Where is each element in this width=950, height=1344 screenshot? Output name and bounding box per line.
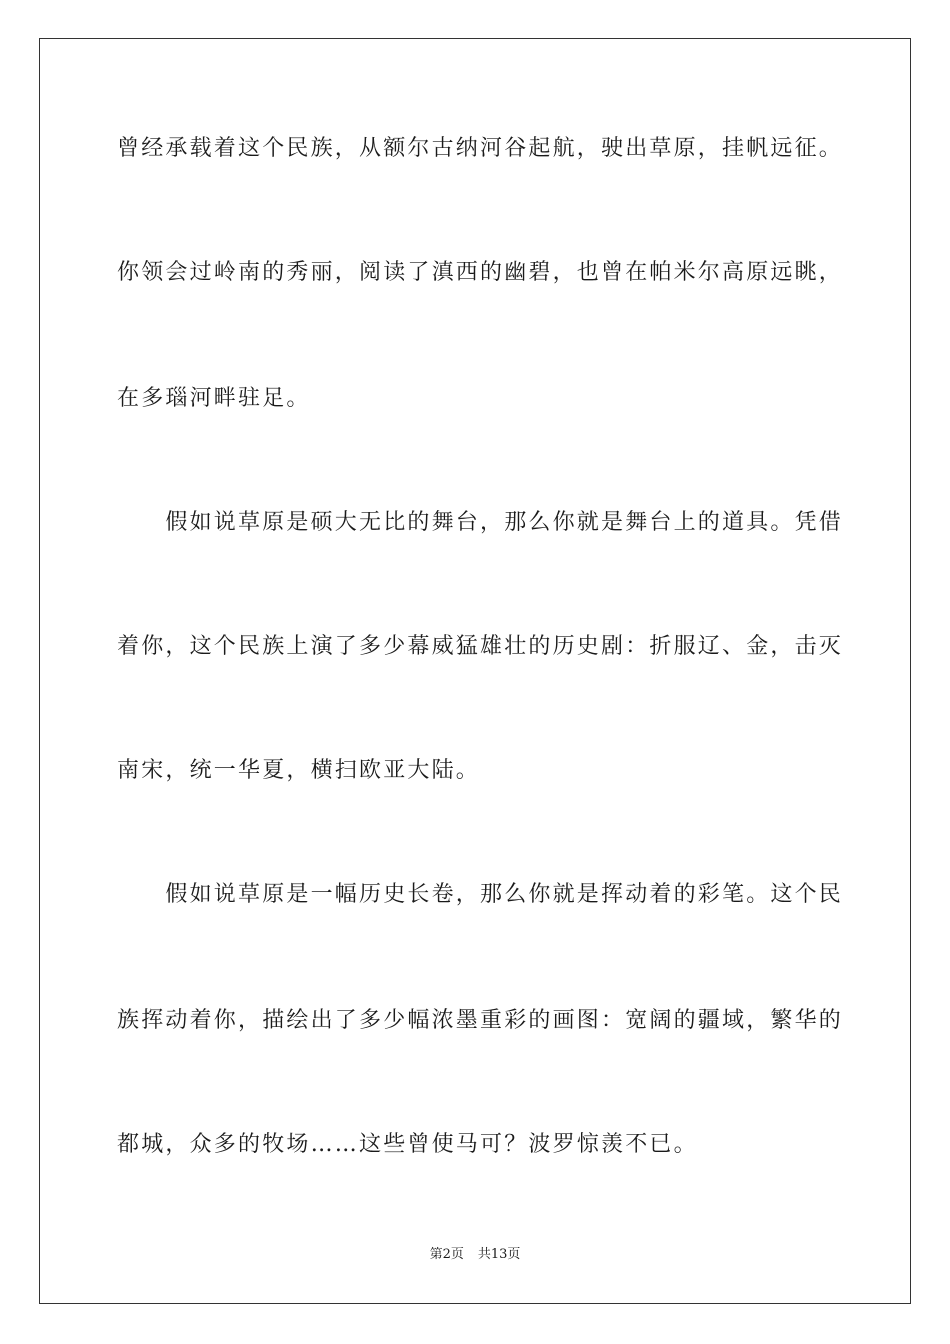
paragraph-start-line: 假如说草原是一幅历史长卷，那么你就是挥动着的彩笔。这个民 — [117, 882, 844, 907]
page-number: 第2页 — [429, 1247, 464, 1262]
page-footer — [0, 1246, 950, 1264]
total-pages: 共13页 — [477, 1247, 521, 1262]
page-frame — [39, 38, 911, 1304]
text-line: 族挥动着你，描绘出了多少幅浓墨重彩的画图：宽阔的疆域，繁华的 — [117, 1008, 844, 1033]
text-line: 都城，众多的牧场……这些曾使马可？波罗惊羡不已。 — [117, 1132, 698, 1157]
text-line: 曾经承载着这个民族，从额尔古纳河谷起航，驶出草原，挂帆远征。 — [117, 136, 844, 161]
text-line: 你领会过岭南的秀丽，阅读了滇西的幽碧，也曾在帕米尔高原远眺， — [117, 260, 844, 285]
text-line: 南宋，统一华夏，横扫欧亚大陆。 — [117, 758, 481, 783]
text-line: 着你，这个民族上演了多少幕威猛雄壮的历史剧：折服辽、金，击灭 — [117, 634, 844, 659]
paragraph-start-line: 假如说草原是硕大无比的舞台，那么你就是舞台上的道具。凭借 — [117, 510, 844, 535]
text-line: 在多瑙河畔驻足。 — [117, 386, 311, 411]
